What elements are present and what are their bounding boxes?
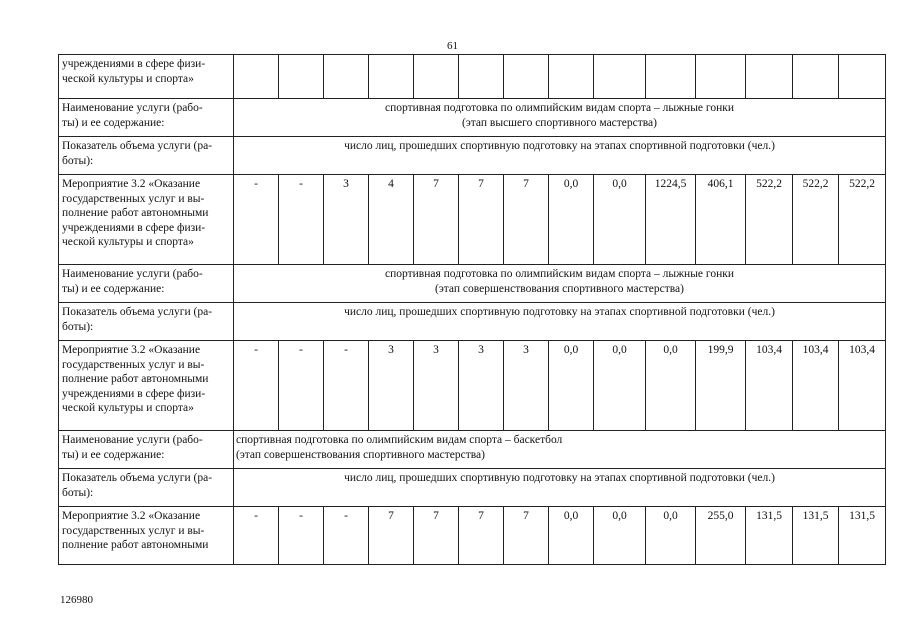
value-cell: 7 [414, 175, 459, 265]
value-cell [646, 55, 696, 99]
value-cell: 103,4 [839, 341, 886, 431]
row-label: Показатель объема услуги (ра- боты): [59, 137, 234, 175]
indicator-text [234, 137, 886, 175]
value-cell: 522,2 [746, 175, 793, 265]
value-cell: - [279, 175, 324, 265]
budget-table [58, 54, 886, 565]
value-cell [369, 55, 414, 99]
value-cell: 7 [459, 507, 504, 565]
value-cell: 7 [459, 175, 504, 265]
row-label: Наименование услуги (рабо- ты) и ее содержание: [59, 99, 234, 137]
value-cell: 3 [459, 341, 504, 431]
value-cell: 4 [369, 175, 414, 265]
value-cell [839, 55, 886, 99]
description-line: спортивная подготовка по олимпийским видам спорта – баскетбол [236, 434, 563, 446]
value-cell: 7 [414, 507, 459, 565]
row-label: Мероприятие 3.2 «Оказание государственных услуг и вы- полнение работ автономными [59, 507, 234, 565]
value-cell: 0,0 [594, 175, 646, 265]
value-cell: - [279, 341, 324, 431]
table-row [59, 469, 886, 507]
value-cell: 7 [504, 507, 549, 565]
table-row [59, 341, 886, 431]
page-number: 61 [447, 40, 458, 52]
table-row [59, 175, 886, 265]
value-cell: 103,4 [793, 341, 839, 431]
value-cell: - [234, 341, 279, 431]
value-cell: 131,5 [746, 507, 793, 565]
value-cell: 7 [369, 507, 414, 565]
value-cell [793, 55, 839, 99]
table-row [59, 55, 886, 99]
value-cell: 255,0 [696, 507, 746, 565]
row-label: учреждениями в сфере физи- ческой культуры и спорта» [59, 55, 234, 99]
value-cell: 0,0 [549, 341, 594, 431]
description-line: число лиц, прошедших спортивную подготовку на этапах спортивной подготовки (чел.) [344, 140, 775, 152]
value-cell: 1224,5 [646, 175, 696, 265]
document-id: 126980 [60, 594, 93, 606]
value-cell: 0,0 [549, 175, 594, 265]
value-cell [279, 55, 324, 99]
value-cell: - [234, 507, 279, 565]
table-row [59, 99, 886, 137]
row-label: Мероприятие 3.2 «Оказание государственных услуг и вы- полнение работ автономными учреждениями в сфере физи- ческой культуры и спорта» [59, 175, 234, 265]
description-line: (этап совершенствования спортивного мастерства) [236, 448, 485, 461]
value-cell: 522,2 [793, 175, 839, 265]
table-row [59, 137, 886, 175]
row-label: Мероприятие 3.2 «Оказание государственных услуг и вы- полнение работ автономными учреждениями в сфере физи- ческой культуры и спорта» [59, 341, 234, 431]
value-cell: 3 [324, 175, 369, 265]
value-cell: 131,5 [793, 507, 839, 565]
value-cell: 131,5 [839, 507, 886, 565]
row-label: Показатель объема услуги (ра- боты): [59, 303, 234, 341]
value-cell: - [279, 507, 324, 565]
description-line: число лиц, прошедших спортивную подготовку на этапах спортивной подготовки (чел.) [344, 306, 775, 318]
value-cell [549, 55, 594, 99]
row-label: Наименование услуги (рабо- ты) и ее содержание: [59, 265, 234, 303]
value-cell [324, 55, 369, 99]
value-cell: - [324, 341, 369, 431]
table-row [59, 303, 886, 341]
description-line: спортивная подготовка по олимпийским видам спорта – лыжные гонки [385, 268, 734, 280]
indicator-text [234, 469, 886, 507]
table-body [59, 55, 886, 565]
value-cell [234, 55, 279, 99]
value-cell [594, 55, 646, 99]
value-cell: 3 [414, 341, 459, 431]
value-cell: 0,0 [594, 341, 646, 431]
value-cell [696, 55, 746, 99]
value-cell: 0,0 [646, 341, 696, 431]
description-line: число лиц, прошедших спортивную подготовку на этапах спортивной подготовки (чел.) [344, 472, 775, 484]
value-cell: 0,0 [646, 507, 696, 565]
value-cell: 103,4 [746, 341, 793, 431]
value-cell: 0,0 [594, 507, 646, 565]
value-cell [746, 55, 793, 99]
value-cell: 199,9 [696, 341, 746, 431]
value-cell: - [234, 175, 279, 265]
value-cell: 522,2 [839, 175, 886, 265]
value-cell: 406,1 [696, 175, 746, 265]
value-cell [459, 55, 504, 99]
table-row [59, 431, 886, 469]
row-label: Показатель объема услуги (ра- боты): [59, 469, 234, 507]
value-cell: 0,0 [549, 507, 594, 565]
value-cell: 7 [504, 175, 549, 265]
table-row [59, 507, 886, 565]
row-label: Наименование услуги (рабо- ты) и ее содержание: [59, 431, 234, 469]
value-cell [414, 55, 459, 99]
value-cell: - [324, 507, 369, 565]
service-description [234, 265, 886, 303]
value-cell: 3 [504, 341, 549, 431]
service-description [234, 99, 886, 137]
description-line: (этап высшего спортивного мастерства) [462, 116, 657, 129]
description-line: спортивная подготовка по олимпийским видам спорта – лыжные гонки [385, 102, 734, 114]
description-line: (этап совершенствования спортивного мастерства) [435, 282, 684, 295]
service-description [234, 431, 886, 469]
value-cell [504, 55, 549, 99]
value-cell: 3 [369, 341, 414, 431]
indicator-text [234, 303, 886, 341]
table-row [59, 265, 886, 303]
